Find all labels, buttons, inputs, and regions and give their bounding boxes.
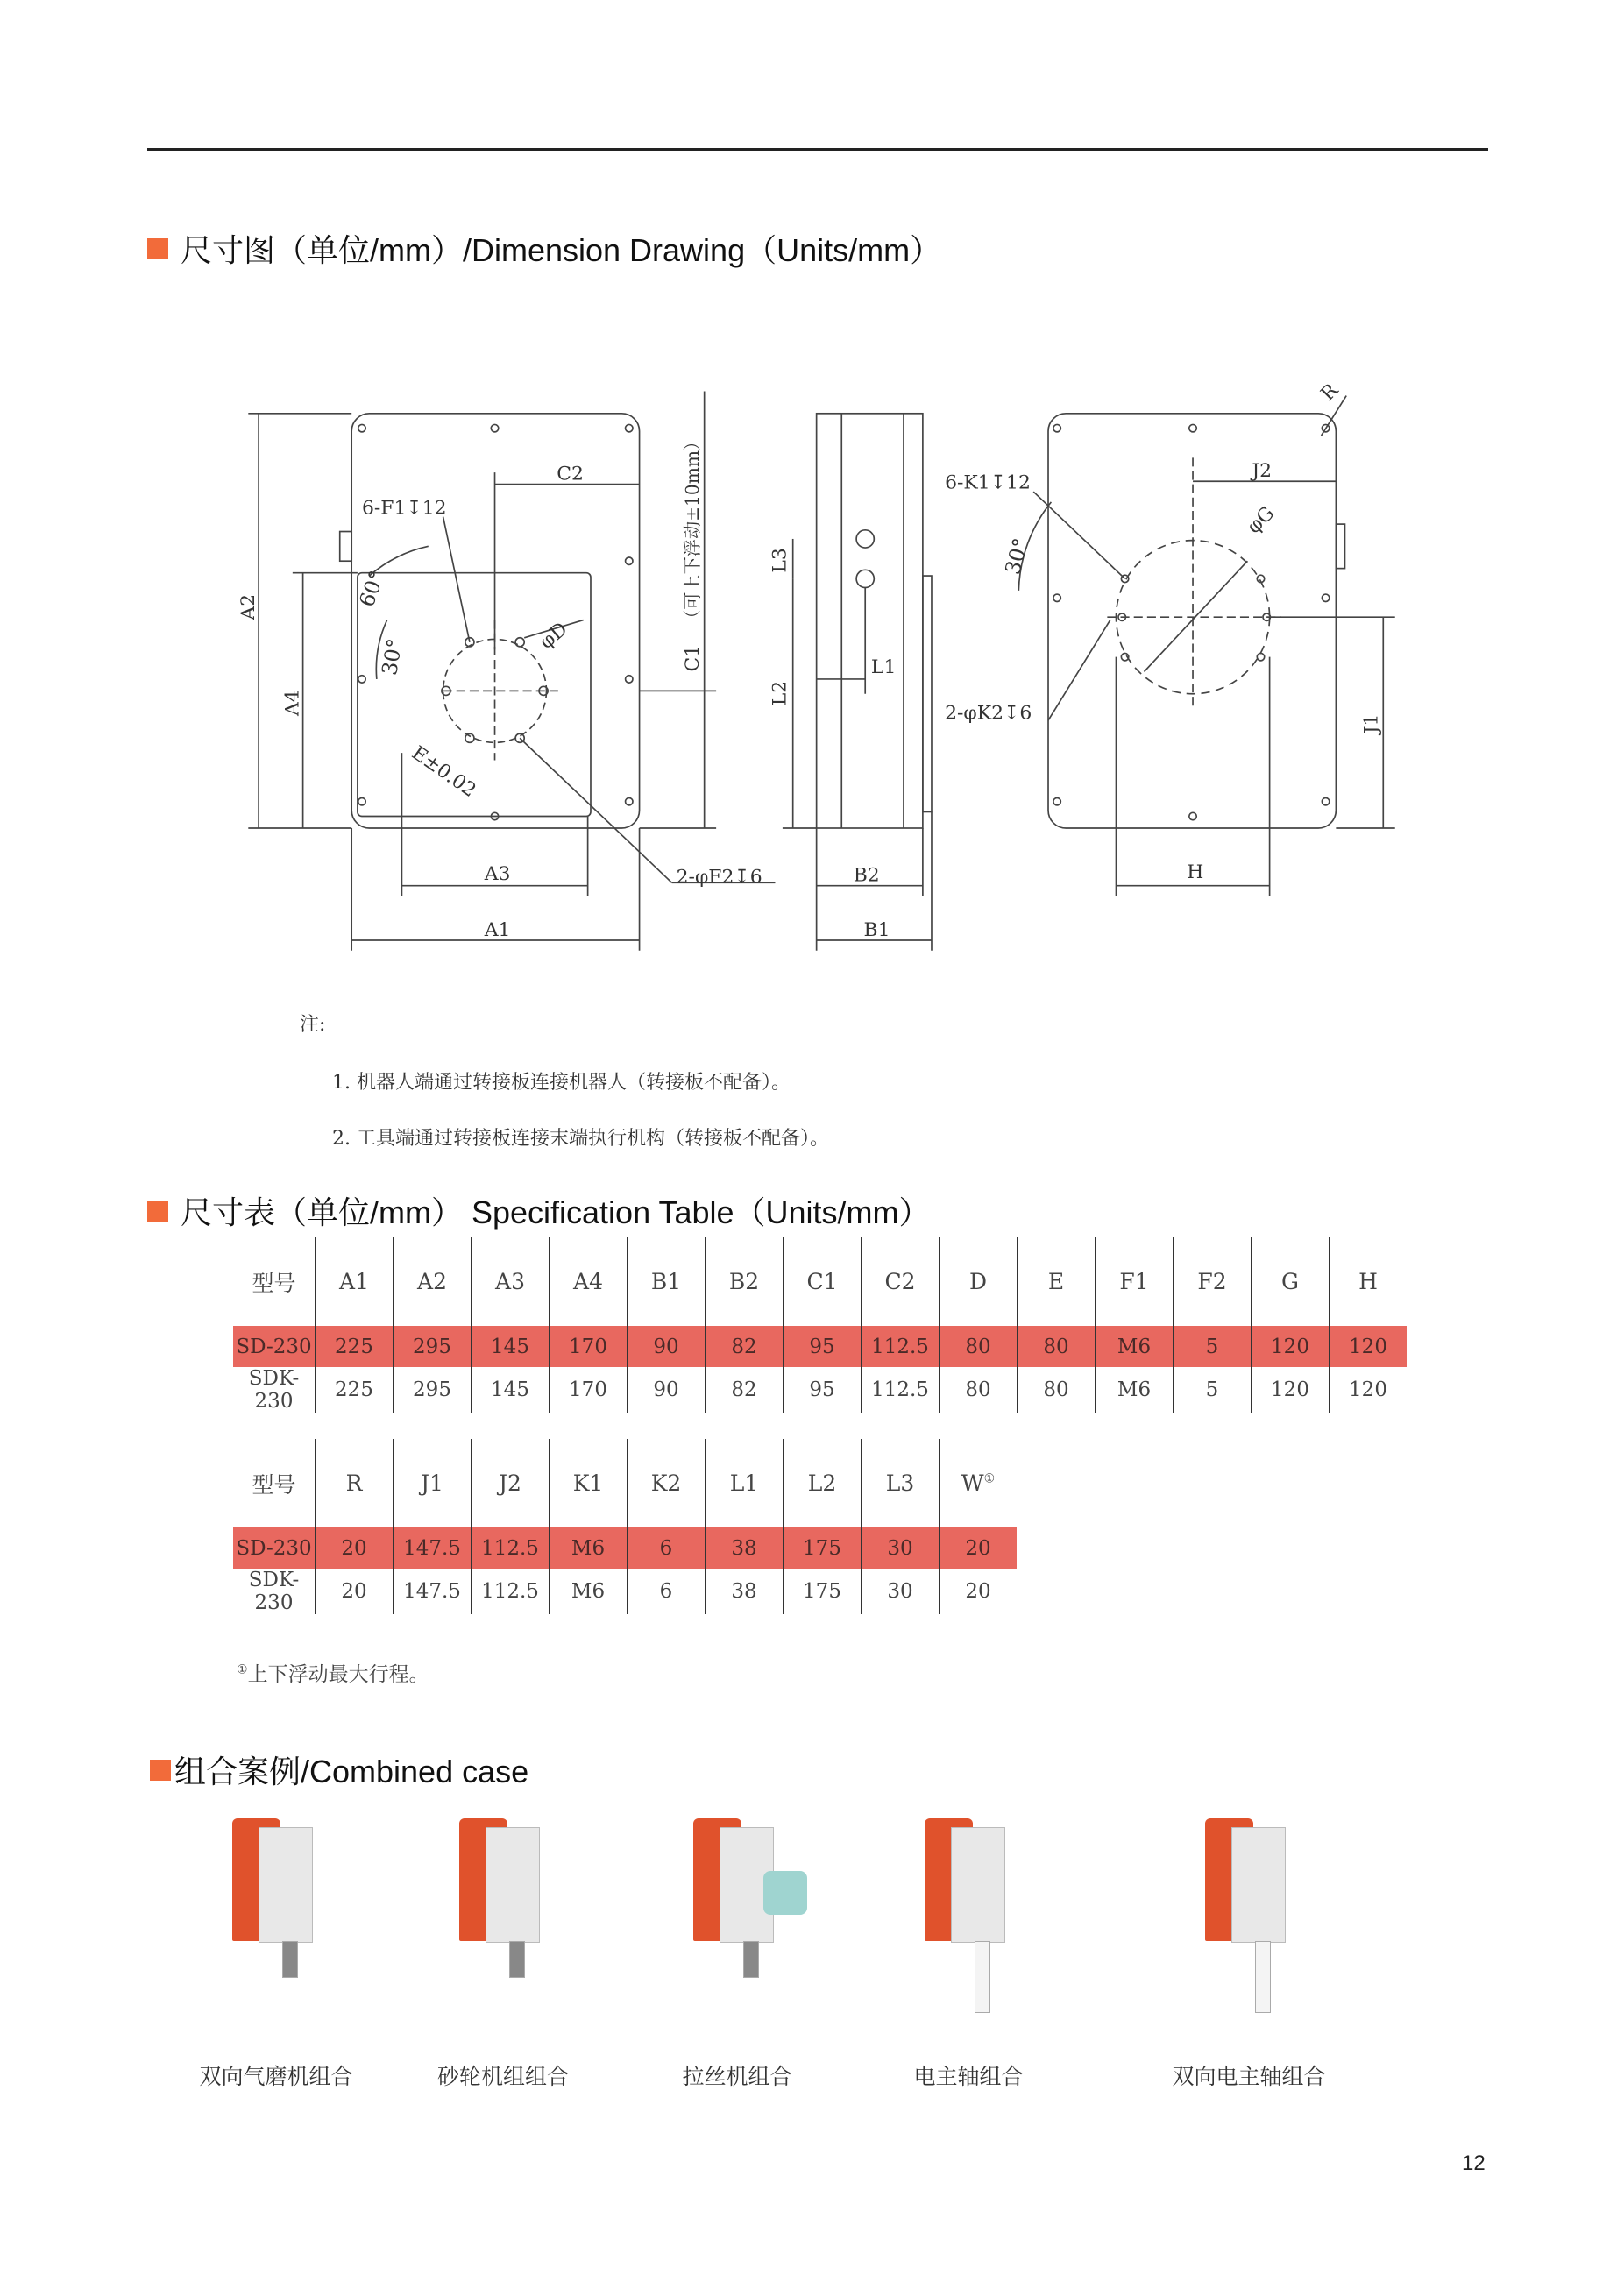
- table-cell: 20: [940, 1569, 1018, 1614]
- table-cell: 295: [394, 1326, 472, 1367]
- table-cell: 30: [862, 1527, 940, 1569]
- table-cell: 225: [316, 1367, 394, 1413]
- table-cell: 145: [472, 1367, 550, 1413]
- combined-case-label: 电主轴组合: [913, 2064, 1024, 2089]
- table-cell: 145: [472, 1326, 550, 1367]
- table-cell: 80: [1018, 1326, 1096, 1367]
- column-header: C1: [784, 1237, 862, 1326]
- table-cell: 120: [1252, 1367, 1330, 1413]
- table-cell: 112.5: [862, 1367, 940, 1413]
- table-cell: 112.5: [862, 1326, 940, 1367]
- label-R: R: [1316, 379, 1343, 406]
- label-C1: C1: [681, 644, 704, 672]
- product-image: [1192, 1810, 1306, 2011]
- label-E: E±0.02: [408, 741, 480, 803]
- table-cell: 6: [628, 1569, 706, 1614]
- column-header: J2: [472, 1439, 550, 1527]
- table-cell: 95: [784, 1326, 862, 1367]
- table-row: [233, 1527, 1017, 1569]
- table-cell: 80: [1018, 1367, 1096, 1413]
- product-image: [446, 1810, 560, 2011]
- label-A1: A1: [484, 918, 511, 941]
- table-cell: 175: [784, 1569, 862, 1614]
- section-heading-spec: [147, 1188, 931, 1233]
- table-cell: 147.5: [394, 1527, 472, 1569]
- label-C2: C2: [557, 463, 584, 485]
- table-cell: M6: [1096, 1367, 1174, 1413]
- section-heading-combined: [150, 1747, 528, 1792]
- label-L2: L2: [769, 680, 791, 706]
- label-B1: B1: [863, 918, 890, 941]
- table-cell: 95: [784, 1367, 862, 1413]
- table-cell: SDK-230: [248, 1569, 300, 1614]
- label-A3: A3: [484, 862, 511, 885]
- label-angle-60: 60°: [354, 567, 390, 611]
- front-view: [238, 392, 775, 951]
- back-view: [945, 379, 1395, 896]
- note-item: 2. 工具端通过转接板连接末端执行机构（转接板不配备）。: [332, 1128, 829, 1150]
- table-cell: 90: [628, 1326, 706, 1367]
- orange-square-icon: [150, 1760, 171, 1781]
- note-item: 1. 机器人端通过转接板连接机器人（转接板不配备）。: [332, 1072, 791, 1094]
- label-K1: 6-K1↧12: [945, 471, 1031, 494]
- column-header: A3: [472, 1237, 550, 1326]
- table-row: [233, 1326, 1407, 1367]
- combined-case-label: 砂轮机组组合: [436, 2064, 570, 2089]
- table-cell: 80: [940, 1326, 1018, 1367]
- label-H: H: [1187, 861, 1204, 884]
- label-J1: J1: [1360, 713, 1383, 734]
- spec-table-1: [233, 1237, 1407, 1413]
- column-header: D: [940, 1237, 1018, 1326]
- table-row: [233, 1367, 1407, 1413]
- column-header: B2: [706, 1237, 784, 1326]
- column-header: L3: [862, 1439, 940, 1527]
- table-cell: 38: [706, 1569, 784, 1614]
- column-header: A4: [550, 1237, 628, 1326]
- table-cell: 120: [1252, 1326, 1330, 1367]
- side-view: [769, 414, 932, 951]
- footnote-mark: ①: [237, 1662, 248, 1677]
- table-cell: M6: [550, 1569, 628, 1614]
- label-J2: J2: [1252, 460, 1273, 483]
- label-L1: L1: [870, 656, 897, 679]
- orange-square-icon: [147, 1201, 168, 1222]
- heading-text: 尺寸图（单位/mm）/Dimension Drawing（Units/mm）: [181, 232, 942, 268]
- column-header: K2: [628, 1439, 706, 1527]
- table-cell: SD-230: [233, 1527, 316, 1569]
- table-cell: 80: [940, 1367, 1018, 1413]
- column-header: A1: [316, 1237, 394, 1326]
- table-cell: 175: [784, 1527, 862, 1569]
- table-cell: 295: [394, 1367, 472, 1413]
- footnote-text: 上下浮动最大行程。: [247, 1663, 429, 1686]
- column-header: F1: [1096, 1237, 1174, 1326]
- label-angle-30: 30°: [377, 636, 408, 677]
- column-header: 型号: [252, 1270, 296, 1296]
- section-heading-dimension: [147, 226, 941, 271]
- table-cell: 170: [550, 1326, 628, 1367]
- table-cell: 225: [316, 1326, 394, 1367]
- combined-case-label: 双向气磨机组合: [199, 2064, 353, 2089]
- label-F1: 6-F1↧12: [361, 497, 447, 520]
- footnote-mark: ①: [983, 1471, 996, 1486]
- table-cell: 20: [316, 1527, 394, 1569]
- table-cell: 38: [706, 1527, 784, 1569]
- notes-label: 注:: [300, 1014, 326, 1036]
- column-header: J1: [394, 1439, 472, 1527]
- footnote: [237, 1658, 429, 1687]
- table-cell: 120: [1330, 1367, 1408, 1413]
- table-cell: M6: [550, 1527, 628, 1569]
- column-header: 型号: [252, 1471, 296, 1498]
- label-K2: 2-φK2↧6: [945, 702, 1032, 725]
- column-header: C2: [862, 1237, 940, 1326]
- label-A2: A2: [238, 593, 260, 620]
- orange-square-icon: [147, 238, 168, 259]
- label-B2: B2: [853, 864, 880, 887]
- combined-case-label: 拉丝机组合: [682, 2064, 792, 2089]
- table-cell: SD-230: [233, 1326, 316, 1367]
- top-rule: [147, 148, 1488, 151]
- spec-table-2: [233, 1439, 1017, 1614]
- label-A4: A4: [281, 690, 304, 717]
- table-cell: 170: [550, 1367, 628, 1413]
- table-cell: 112.5: [472, 1527, 550, 1569]
- table-cell: 82: [706, 1326, 784, 1367]
- product-image: [219, 1810, 333, 2011]
- column-header: H: [1330, 1237, 1408, 1326]
- heading-text: 尺寸表（单位/mm） Specification Table（Units/mm）: [181, 1194, 931, 1230]
- table-cell: 5: [1174, 1367, 1252, 1413]
- column-header: R: [316, 1439, 394, 1527]
- page-number: 12: [1462, 2151, 1486, 2175]
- label-angle-30-back: 30°: [1000, 535, 1033, 578]
- table-cell: 112.5: [472, 1569, 550, 1614]
- table-cell: 90: [628, 1367, 706, 1413]
- combined-case-label: 双向电主轴组合: [1172, 2064, 1326, 2089]
- dimension-drawing: [222, 369, 1417, 974]
- table-cell: SDK-230: [248, 1367, 300, 1413]
- product-image: [680, 1810, 794, 2011]
- column-header: A2: [394, 1237, 472, 1326]
- column-header: L2: [784, 1439, 862, 1527]
- label-C1-note: （可上下浮动±10mm）: [681, 432, 703, 627]
- header-text: W: [961, 1470, 984, 1496]
- table-cell: M6: [1096, 1326, 1174, 1367]
- column-header: K1: [550, 1439, 628, 1527]
- table-cell: 147.5: [394, 1569, 472, 1614]
- column-header: E: [1018, 1237, 1096, 1326]
- heading-text: 组合案例/Combined case: [174, 1754, 529, 1789]
- label-L3: L3: [769, 548, 791, 573]
- table-cell: 20: [940, 1527, 1018, 1569]
- label-F2: 2-φF2↧6: [676, 866, 762, 889]
- column-header: G: [1252, 1237, 1330, 1326]
- column-header: L1: [706, 1439, 784, 1527]
- column-header: [940, 1439, 1018, 1527]
- label-D: φD: [535, 618, 572, 654]
- label-G: φG: [1243, 502, 1280, 539]
- table-cell: 120: [1330, 1326, 1408, 1367]
- column-header: B1: [628, 1237, 706, 1326]
- table-cell: 5: [1174, 1326, 1252, 1367]
- table-cell: 82: [706, 1367, 784, 1413]
- table-row: [233, 1569, 1017, 1614]
- table-cell: 30: [862, 1569, 940, 1614]
- product-image: [911, 1810, 1025, 2011]
- column-header: F2: [1174, 1237, 1252, 1326]
- table-cell: 6: [628, 1527, 706, 1569]
- table-cell: 20: [316, 1569, 394, 1614]
